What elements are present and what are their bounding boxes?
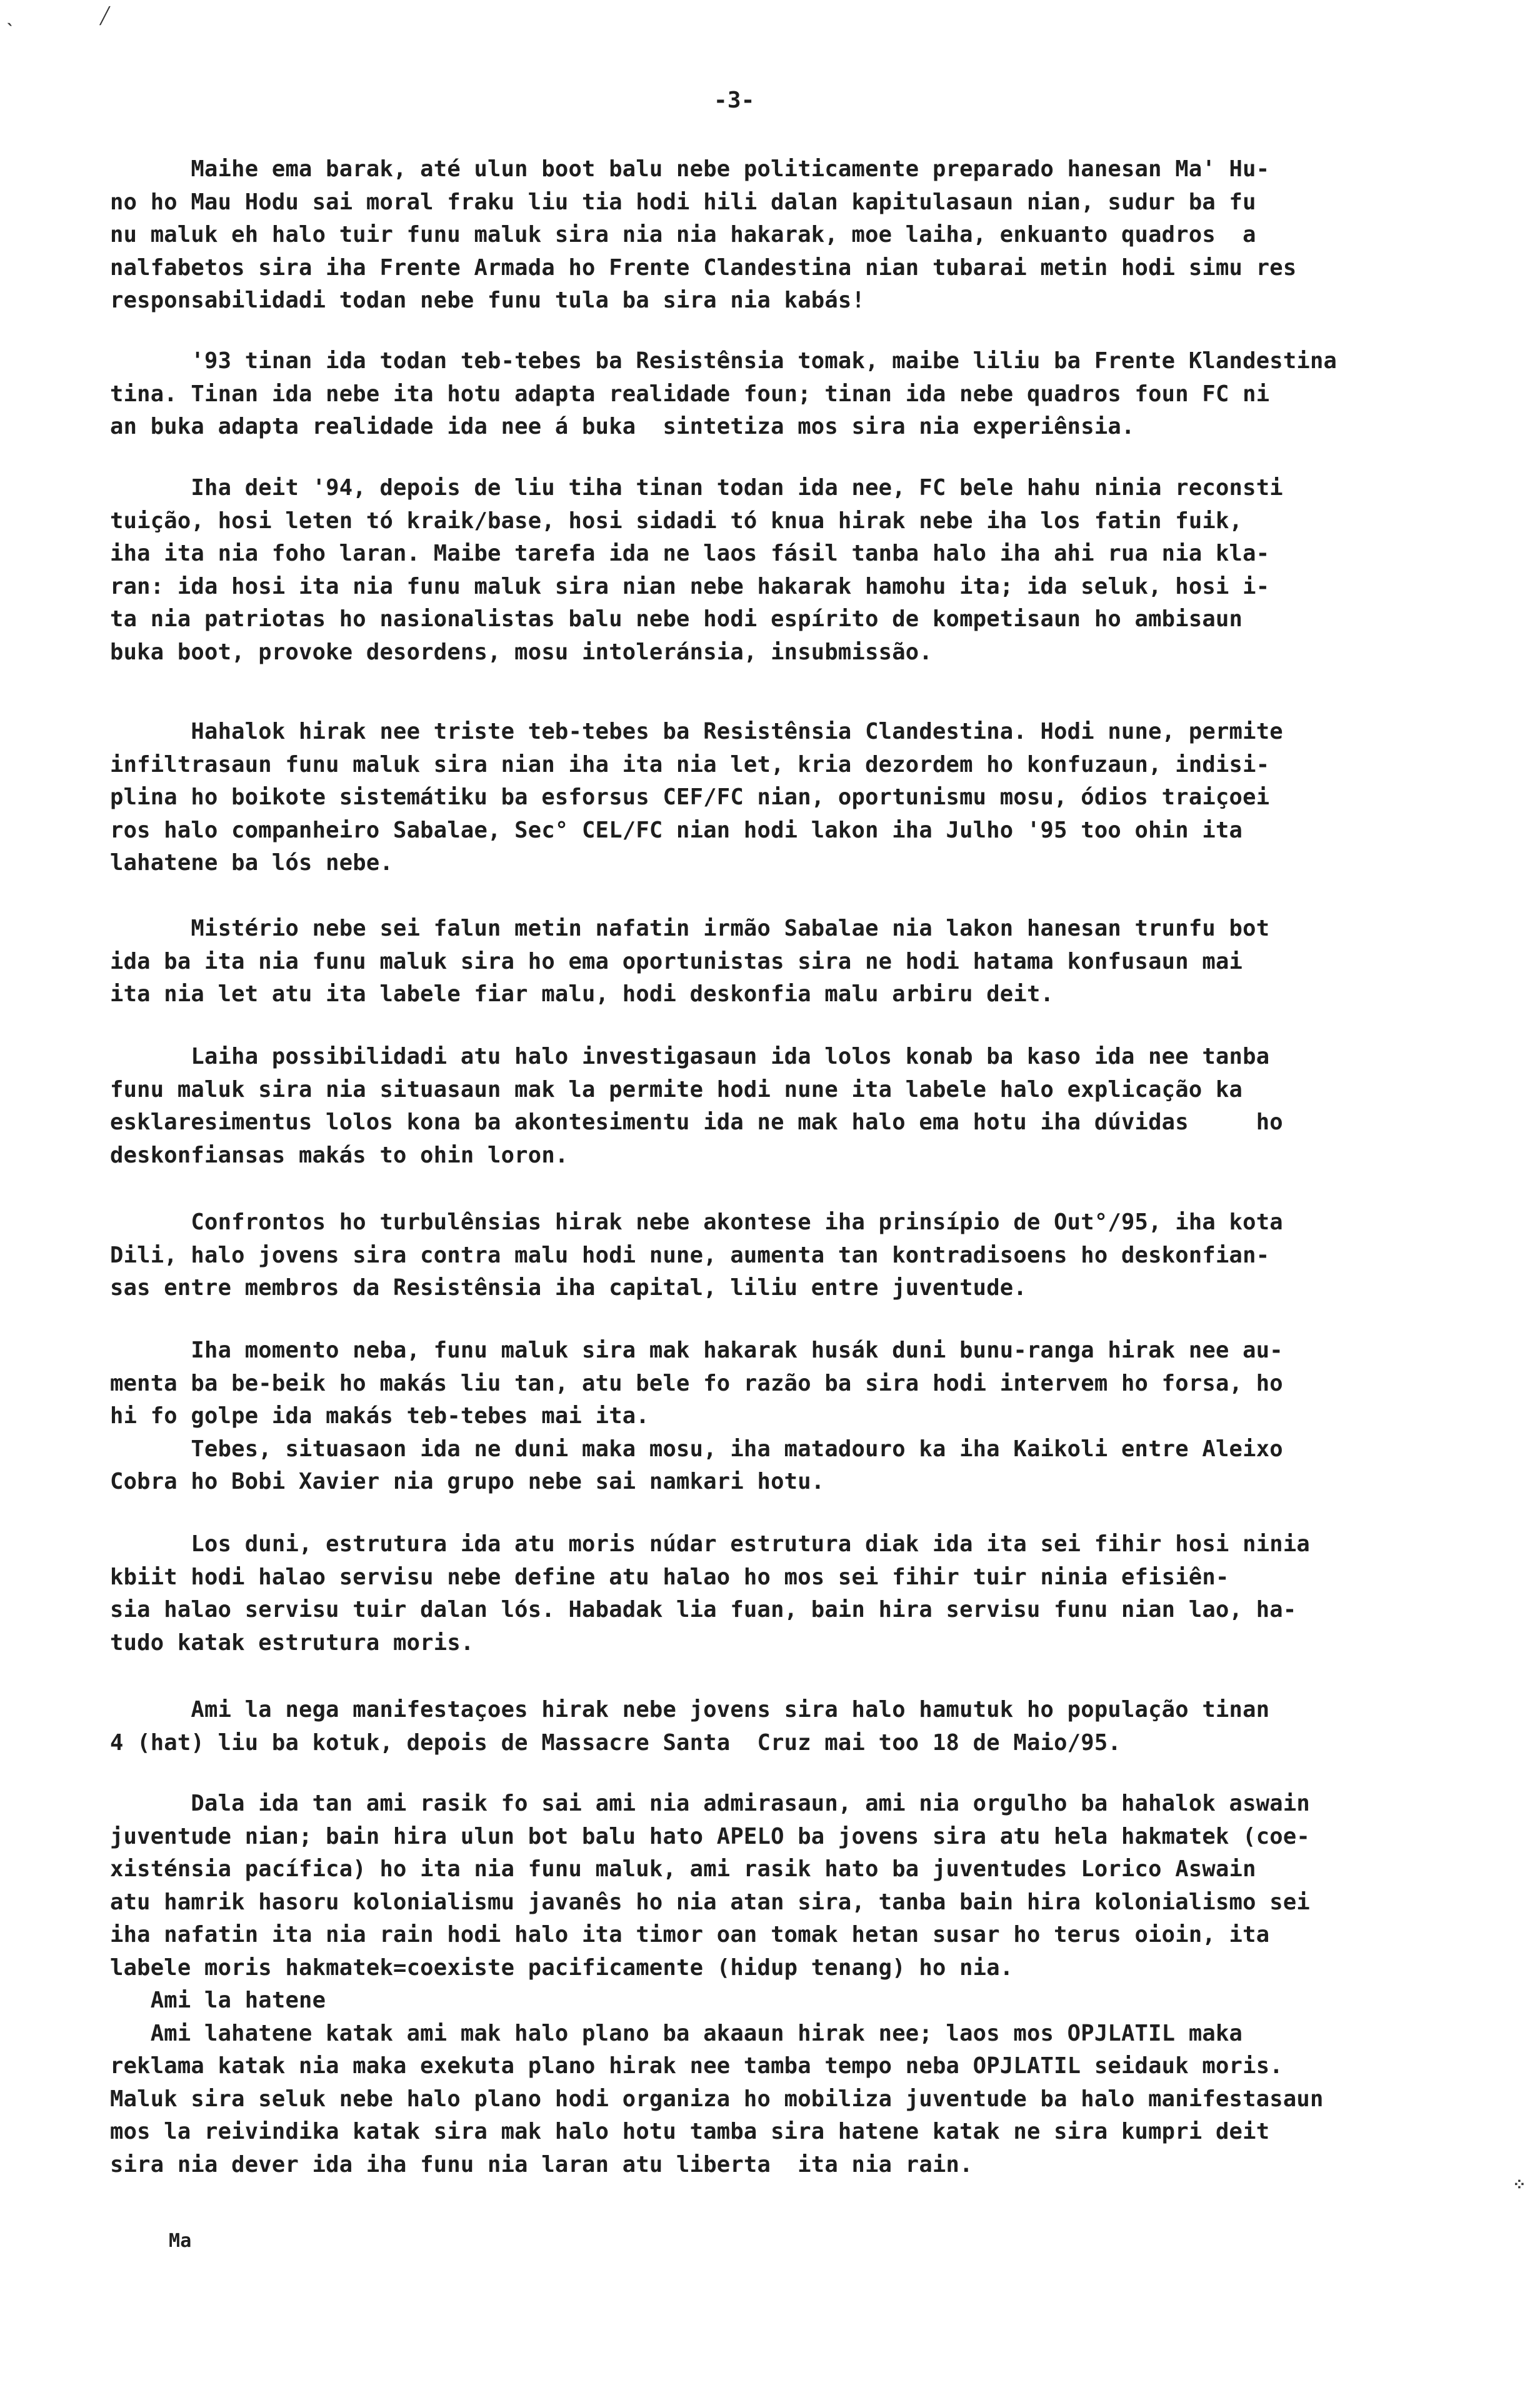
text-line: Iha deit '94, depois de liu tiha tinan todan ida nee, FC bele hahu ninia reconsti bbox=[110, 475, 1283, 501]
paragraph-11 bbox=[110, 1788, 1500, 2181]
text-line: Dala ida tan ami rasik fo sai ami nia admirasaun, ami nia orgulho ba hahalok aswain bbox=[110, 1791, 1310, 1816]
text-line: Dili, halo jovens sira contra malu hodi nune, aumenta tan kontradisoens ho deskonfian- bbox=[110, 1242, 1270, 1268]
page-number: -3- bbox=[714, 88, 755, 113]
text-line: '93 tinan ida todan teb-tebes ba Resistênsia tomak, maibe liliu ba Frente Klandestina bbox=[110, 348, 1338, 374]
text-line: nalfabetos sira iha Frente Armada ho Frente Clandestina nian tubarai metin hodi simu res bbox=[110, 254, 1297, 281]
text-line: ta nia patriotas ho nasionalistas balu nebe hodi espírito de kompetisaun ho ambisaun bbox=[110, 606, 1243, 632]
text-line: no ho Mau Hodu sai moral fraku liu tia hodi hili dalan kapitulasaun nian, sudur ba fu bbox=[110, 189, 1256, 215]
text-line: labele moris hakmatek=coexiste pacificamente (hidup tenang) ho nia. bbox=[110, 1954, 1014, 1981]
text-line: kbiit hodi halao servisu nebe define atu halao ho mos sei fihir tuir ninia efisiên- bbox=[110, 1564, 1229, 1590]
text-line: Mistério nebe sei falun metin nafatin irmão Sabalae nia lakon hanesan trunfu bot bbox=[110, 916, 1270, 941]
paragraph-5 bbox=[110, 912, 1500, 1011]
paragraph-6 bbox=[110, 1041, 1500, 1172]
text-line: reklama katak nia maka exekuta plano hirak nee tamba tempo neba OPJLATIL seidauk moris. bbox=[110, 2053, 1283, 2079]
text-line: deskonfiansas makás to ohin loron. bbox=[110, 1142, 569, 1168]
text-line: ros halo companheiro Sabalae, Sec° CEL/FC nian hodi lakon iha Julho '95 too ohin ita bbox=[110, 817, 1243, 843]
paragraph-10 bbox=[110, 1694, 1500, 1759]
text-line: mos la reivindika katak sira mak halo hotu tamba sira hatene katak ne sira kumpri deit bbox=[110, 2119, 1270, 2144]
text-line: ita nia let atu ita labele fiar malu, hodi deskonfia malu arbiru deit. bbox=[110, 981, 1054, 1007]
text-line: menta ba be-beik ho makás liu tan, atu bele fo razão ba sira hodi intervem ho forsa, ho bbox=[110, 1370, 1283, 1396]
text-line: an buka adapta realidade ida nee á buka sintetiza mos sira nia experiênsia. bbox=[110, 414, 1135, 439]
scan-speck: ╱ bbox=[100, 7, 110, 26]
text-line: tudo katak estrutura moris. bbox=[110, 1629, 474, 1656]
text-line: sas entre membros da Resistênsia iha capital, liliu entre juventude. bbox=[110, 1275, 1027, 1301]
signature-initials: Ma bbox=[169, 2230, 192, 2252]
text-line: sia halao servisu tuir dalan lós. Habadak lia fuan, bain hira servisu funu nian lao, ha- bbox=[110, 1597, 1297, 1622]
text-line: plina ho boikote sistemátiku ba esforsus CEF/FC nian, oportunismu mosu, ódios traiçoei bbox=[110, 784, 1270, 810]
text-line: Ami la nega manifestaçoes hirak nebe jovens sira halo hamutuk ho população tinan bbox=[110, 1697, 1270, 1722]
paragraph-8 bbox=[110, 1334, 1500, 1499]
scan-speck: ˎ bbox=[5, 7, 15, 26]
text-line: Ami lahatene katak ami mak halo plano ba akaaun hirak nee; laos mos OPJLATIL maka bbox=[110, 2020, 1243, 2046]
text-line: buka boot, provoke desordens, mosu intoleránsia, insubmissão. bbox=[110, 639, 932, 665]
text-line: iha ita nia foho laran. Maibe tarefa ida ne laos fásil tanba halo iha ahi rua nia kla- bbox=[110, 541, 1270, 566]
text-line: esklaresimentus lolos kona ba akontesimentu ida ne mak halo ema hotu iha dúvidas ho bbox=[110, 1109, 1283, 1135]
text-line: infiltrasaun funu maluk sira nian iha ita nia let, kria dezordem ho konfuzaun, indisi- bbox=[110, 751, 1270, 778]
paragraph-1 bbox=[110, 153, 1500, 318]
text-line: Cobra ho Bobi Xavier nia grupo nebe sai namkari hotu. bbox=[110, 1469, 825, 1494]
text-line: hi fo golpe ida makás teb-tebes mai ita. bbox=[110, 1403, 649, 1429]
text-line: Ami la hatene bbox=[110, 1988, 326, 2013]
text-line: ran: ida hosi ita nia funu maluk sira nian nebe hakarak hamohu ita; ida seluk, hosi i- bbox=[110, 573, 1270, 599]
text-line: Iha momento neba, funu maluk sira mak hakarak husák duni bunu-ranga hirak nee au- bbox=[110, 1338, 1283, 1363]
paragraph-3 bbox=[110, 472, 1500, 669]
scan-speck: ⁘ bbox=[1512, 2176, 1526, 2194]
text-line: juventude nian; bain hira ulun bot balu hato APELO ba jovens sira atu hela hakmatek (coe- bbox=[110, 1823, 1310, 1849]
text-line: 4 (hat) liu ba kotuk, depois de Massacre Santa Cruz mai too 18 de Maio/95. bbox=[110, 1729, 1121, 1756]
text-line: Tebes, situasaon ida ne duni maka mosu, iha matadouro ka iha Kaikoli entre Aleixo bbox=[110, 1436, 1283, 1462]
text-line: nu maluk eh halo tuir funu maluk sira nia nia hakarak, moe laiha, enkuanto quadros a bbox=[110, 222, 1256, 248]
text-line: lahatene ba lós nebe. bbox=[110, 850, 394, 876]
text-line: Maluk sira seluk nebe halo plano hodi organiza ho mobiliza juventude ba halo manifestasaun bbox=[110, 2086, 1324, 2112]
text-line: responsabilidadi todan nebe funu tula ba sira nia kabás! bbox=[110, 288, 866, 313]
paragraph-4 bbox=[110, 716, 1500, 880]
text-line: Laiha possibilidadi atu halo investigasaun ida lolos konab ba kaso ida nee tanba bbox=[110, 1044, 1270, 1069]
text-line: atu hamrik hasoru kolonialismu javanês ho nia atan sira, tanba bain hira kolonialismo sei bbox=[110, 1889, 1310, 1915]
text-line: funu maluk sira nia situasaun mak la permite hodi nune ita labele halo explicação ka bbox=[110, 1076, 1243, 1102]
text-line: Confrontos ho turbulênsias hirak nebe akontese iha prinsípio de Out°/95, iha kota bbox=[110, 1209, 1283, 1235]
paragraph-2 bbox=[110, 345, 1500, 444]
text-line: xisténsia pacífica) ho ita nia funu maluk, ami rasik hato ba juventudes Lorico Aswain bbox=[110, 1856, 1256, 1882]
text-line: tina. Tinan ida nebe ita hotu adapta realidade foun; tinan ida nebe quadros foun FC ni bbox=[110, 381, 1270, 407]
text-line: Maihe ema barak, até ulun boot balu nebe politicamente preparado hanesan Ma' Hu- bbox=[110, 156, 1270, 182]
text-line: tuição, hosi leten tó kraik/base, hosi sidadi tó knua hirak nebe iha los fatin fuik, bbox=[110, 508, 1243, 534]
text-line: Hahalok hirak nee triste teb-tebes ba Resistênsia Clandestina. Hodi nune, permite bbox=[110, 719, 1283, 744]
text-line: iha nafatin ita nia rain hodi halo ita timor oan tomak hetan susar ho terus oioin, ita bbox=[110, 1922, 1270, 1948]
text-line: sira nia dever ida iha funu nia laran atu liberta ita nia rain. bbox=[110, 2151, 973, 2178]
text-line: ida ba ita nia funu maluk sira ho ema oportunistas sira ne hodi hatama konfusaun mai bbox=[110, 948, 1243, 974]
paragraph-9 bbox=[110, 1528, 1500, 1659]
text-line: Los duni, estrutura ida atu moris núdar estrutura diak ida ita sei fihir hosi ninia bbox=[110, 1531, 1310, 1557]
paragraph-7 bbox=[110, 1206, 1500, 1305]
